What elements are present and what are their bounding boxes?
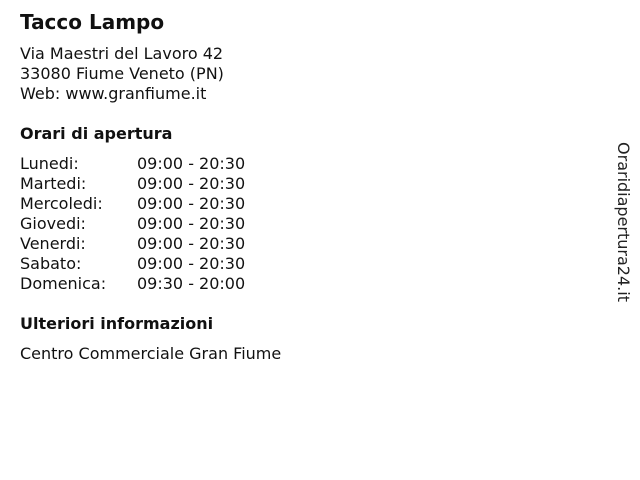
hours-row-sunday [20, 274, 245, 294]
day-label: Giovedi: [20, 214, 86, 233]
day-label: Venerdi: [20, 234, 86, 253]
site-watermark: Oraridiapertura24.it [614, 142, 633, 302]
address-city: 33080 Fiume Veneto (PN) [20, 64, 224, 83]
hours-row-tuesday [20, 174, 245, 194]
day-label: Martedi: [20, 174, 87, 193]
time-range: 09:00 - 20:30 [137, 154, 246, 173]
additional-info-title: Ulteriori informazioni [20, 314, 214, 333]
hours-row-monday [20, 154, 245, 174]
time-range: 09:00 - 20:30 [137, 254, 246, 273]
website-text: Web: www.granfiume.it [20, 84, 207, 103]
hours-row-thursday [20, 214, 245, 234]
time-range: 09:00 - 20:30 [137, 214, 246, 233]
day-label: Lunedi: [20, 154, 79, 173]
hours-row-saturday [20, 254, 245, 274]
time-range: 09:00 - 20:30 [137, 234, 246, 253]
address-street: Via Maestri del Lavoro 42 [20, 44, 224, 63]
hours-row-friday [20, 234, 245, 254]
opening-hours-list [20, 154, 245, 294]
time-range: 09:00 - 20:30 [137, 194, 246, 213]
day-label: Domenica: [20, 274, 107, 293]
store-address [20, 44, 224, 104]
opening-hours-title: Orari di apertura [20, 124, 173, 143]
time-range: 09:00 - 20:30 [137, 174, 246, 193]
day-label: Mercoledi: [20, 194, 103, 213]
additional-info-text: Centro Commerciale Gran Fiume [20, 344, 282, 363]
time-range: 09:30 - 20:00 [137, 274, 246, 293]
day-label: Sabato: [20, 254, 82, 273]
store-name: Tacco Lampo [20, 10, 165, 34]
hours-row-wednesday [20, 194, 245, 214]
